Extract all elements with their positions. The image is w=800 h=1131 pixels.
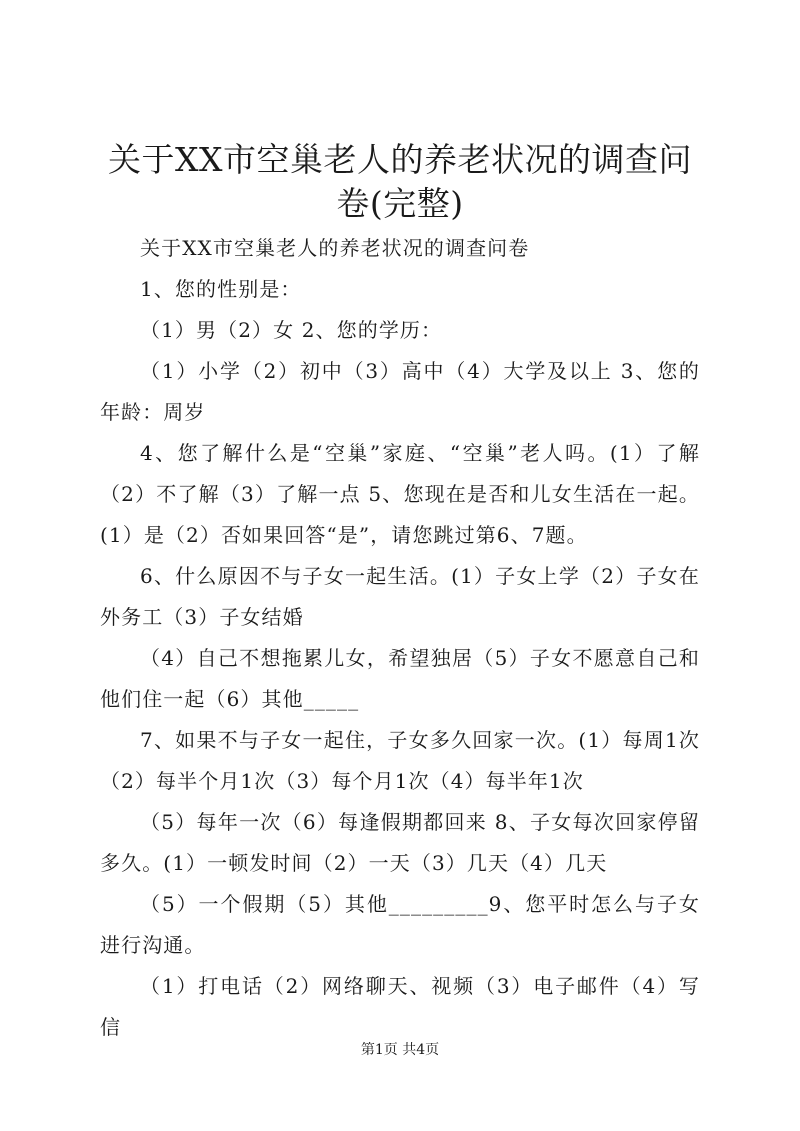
paragraph-q7: 7、如果不与子女一起住，子女多久回家一次。(1）每周1次（2）每半个月1次（3）每个月1次（4）每半年1次 [100, 728, 700, 793]
paragraph-q7-q8: （5）每年一次（6）每逢假期都回来 8、子女每次回家停留多久。(1）一顿发时间（2）一天（3）几天（4）几天 [100, 810, 700, 875]
document-title: 关于XX市空巢老人的养老状况的调查问卷(完整) [108, 140, 692, 223]
paragraph-q4-q5: 4、您了解什么是“空巢”家庭、“空巢”老人吗。(1）了解（2）不了解（3）了解一点 5、您现在是否和儿女生活在一起。(1）是（2）否如果回答“是”，请您跳过第6、7题。 [100, 441, 700, 547]
paragraph-q8-q9: （5）一个假期（5）其他_________9、您平时怎么与子女进行沟通。 [100, 892, 700, 957]
paragraph-subtitle: 关于XX市空巢老人的养老状况的调查问卷 [140, 236, 530, 260]
paragraph-q6: 6、什么原因不与子女一起生活。(1）子女上学（2）子女在外务工（3）子女结婚 [100, 564, 700, 629]
paragraph-q2-options: （1）小学（2）初中（3）高中（4）大学及以上 3、您的年龄：周岁 [100, 359, 700, 424]
paragraph-q9-options: （1）打电话（2）网络聊天、视频（3）电子邮件（4）写信 [100, 974, 700, 1039]
paragraph-q1: 1、您的性别是： [140, 277, 302, 301]
paragraph-q6-more: （4）自己不想拖累儿女，希望独居（5）子女不愿意自己和他们住一起（6）其他_____ [100, 646, 700, 711]
page-footer: 第1页 共4页 [360, 1042, 440, 1058]
document-body [100, 228, 700, 1048]
paragraph-q1-options: （1）男（2）女 2、您的学历： [140, 318, 443, 342]
